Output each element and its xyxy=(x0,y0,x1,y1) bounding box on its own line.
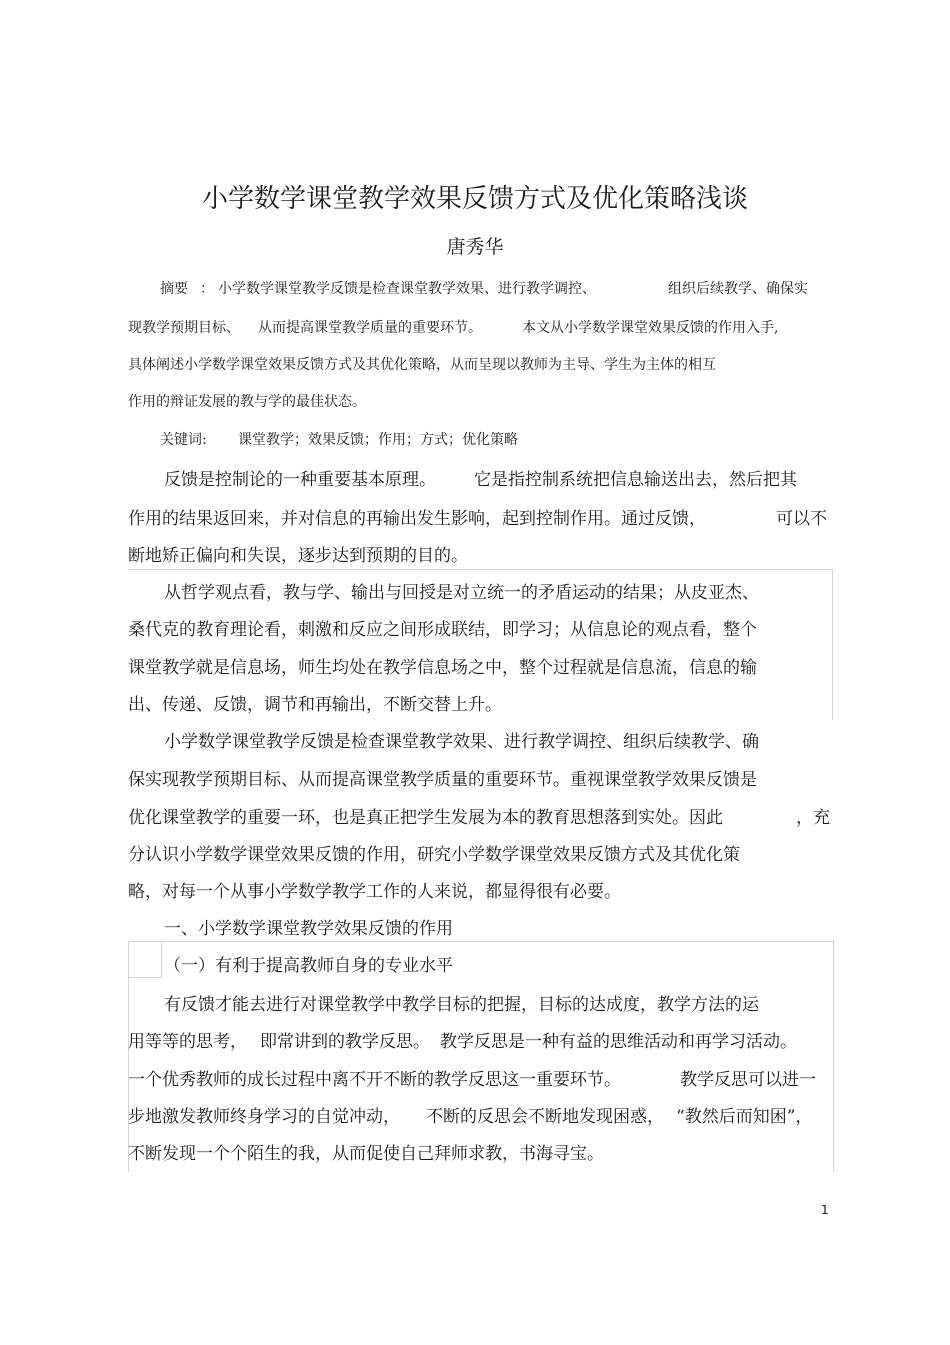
para1-line-2b: 可以不 xyxy=(776,509,827,529)
para3-line-3a: 优化课堂教学的重要一环，也是真正把学生发展为本的教育思想落到实处。因此 xyxy=(128,808,723,828)
para3-line-1: 小学数学课堂教学反馈是检查课堂教学效果、进行教学调控、组织后续教学、确 xyxy=(164,732,759,752)
para4-line-2c: 教学反思是一种有益的思维活动和再学习活动。 xyxy=(440,1032,797,1052)
para4-line-2b: 即常讲到的教学反思。 xyxy=(260,1032,430,1052)
page-number: 1 xyxy=(821,1203,829,1217)
abstract-line-2b: 从而提高课堂教学质量的重要环节。 xyxy=(258,320,482,336)
abstract-line-3: 具体阐述小学数学课堂效果反馈方式及其优化策略，从而呈现以教师为主导、学生为主体的相互 xyxy=(128,357,716,373)
abstract-label: 摘要 xyxy=(160,281,188,297)
para2-line-3: 课堂教学就是信息场，师生均处在教学信息场之中，整个过程就是信息流，信息的输 xyxy=(128,658,757,678)
para4-line-5: 不断发现一个个陌生的我，从而促使自己拜师求教，书海寻宝。 xyxy=(128,1144,604,1164)
para4-line-3b: 教学反思可以进一 xyxy=(680,1070,816,1090)
abstract-line-1a: 小学数学课堂教学反馈是检查课堂教学效果、进行教学调控、 xyxy=(218,281,596,297)
para4-line-4c: “教然后而知困”， xyxy=(676,1107,813,1127)
para4-line-1: 有反馈才能去进行对课堂教学中教学目标的把握，目标的达成度，教学方法的运 xyxy=(164,995,759,1015)
para2-line-1: 从哲学观点看，教与学、输出与回授是对立统一的矛盾运动的结果；从皮亚杰、 xyxy=(164,583,759,603)
scan-frame-subheading-left xyxy=(128,941,162,978)
para1-line-3: 断地矫正偏向和失误，逐步达到预期的目的。 xyxy=(128,546,468,566)
abstract-line-4: 作用的辩证发展的教与学的最佳状态。 xyxy=(128,394,366,410)
para3-line-3b: ，充 xyxy=(796,808,830,828)
para4-line-2a: 用等等的思考， xyxy=(128,1032,247,1052)
para3-line-5: 略，对每一个从事小学数学教学工作的人来说，都显得很有必要。 xyxy=(128,882,621,902)
para2-line-2: 桑代克的教育理论看，刺激和反应之间形成联结，即学习；从信息论的观点看，整个 xyxy=(128,620,757,640)
para1-line-2a: 作用的结果返回来，并对信息的再输出发生影响，起到控制作用。通过反馈， xyxy=(128,509,706,529)
para4-line-4b: 不断的反思会不断地发现困惑， xyxy=(426,1107,664,1127)
abstract-line-2c: 本文从小学数学课堂效果反馈的作用入手, xyxy=(522,320,779,336)
section-heading-1: 一、小学数学课堂教学效果反馈的作用 xyxy=(164,919,453,939)
keywords-text: 课堂教学；效果反馈；作用；方式；优化策略 xyxy=(238,432,518,448)
para4-line-3a: 一个优秀教师的成长过程中离不开不断的教学反思这一重要环节。 xyxy=(128,1070,621,1090)
abstract-line-2a: 现教学预期目标、 xyxy=(128,320,240,336)
subsection-heading-1: （一）有利于提高教师自身的专业水平 xyxy=(164,956,453,976)
abstract-colon: ： xyxy=(200,281,214,297)
para1-line-1b: 它是指控制系统把信息输送出去，然后把其 xyxy=(474,470,797,490)
keywords-label: 关键词: xyxy=(160,432,207,448)
author-name: 唐秀华 xyxy=(446,236,504,258)
abstract-line-1b: 组织后续教学、确保实 xyxy=(668,281,808,297)
para3-line-4: 分认识小学数学课堂效果反馈的作用，研究小学数学课堂效果反馈方式及其优化策 xyxy=(128,845,740,865)
para2-line-4: 出、传递、反馈，调节和再输出，不断交替上升。 xyxy=(128,695,502,715)
document-title: 小学数学课堂教学效果反馈方式及优化策略浅谈 xyxy=(201,184,748,214)
para1-line-1a: 反馈是控制论的一种重要基本原理。 xyxy=(164,470,436,490)
para3-line-2: 保实现教学预期目标、从而提高课堂教学质量的重要环节。重视课堂教学效果反馈是 xyxy=(128,770,757,790)
para4-line-4a: 步地激发教师终身学习的自觉冲动， xyxy=(128,1107,400,1127)
